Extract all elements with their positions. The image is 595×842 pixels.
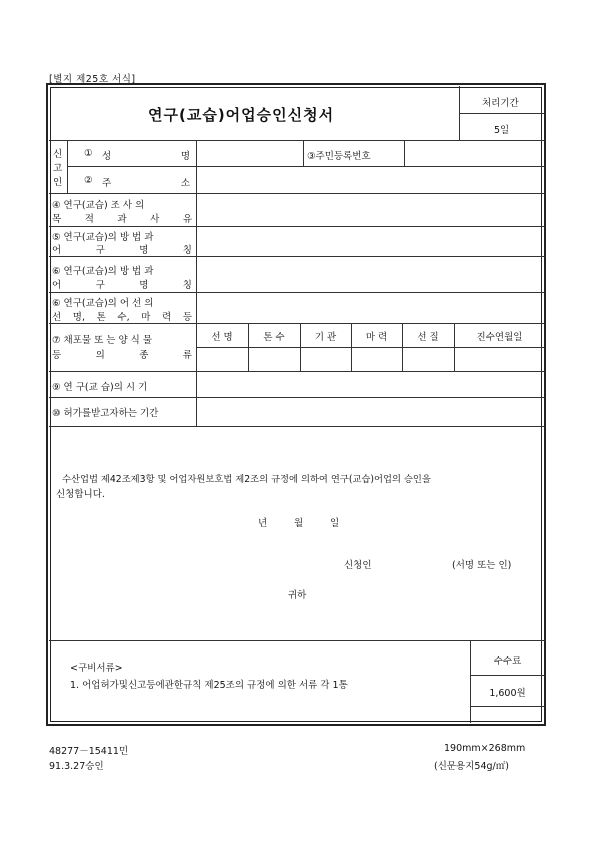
attachments-header: <구비서류> [70, 663, 123, 674]
col-hull-material: 선 질 [417, 332, 439, 343]
item7-label-line1: ⑦ 채포물 또 는 양 식 물 [52, 335, 153, 346]
item5-label-line1: ⑤ 연구(교습)의 방 법 과 [52, 232, 154, 243]
recipient-label: 귀하 [288, 590, 307, 601]
processing-period-label: 처리기간 [482, 98, 519, 109]
processing-period-value: 5일 [494, 125, 510, 136]
item4-label-line2: 목 적 과 사 유 [52, 214, 192, 225]
date-year: 년 [258, 518, 268, 529]
applicant-sign-label: 신청인 [344, 560, 372, 571]
resident-number-label: ③주민등록번호 [307, 151, 371, 162]
item4-label-line1: ④ 연구(교습) 조 사 의 [52, 200, 145, 211]
date-month: 월 [294, 518, 304, 529]
col-launch-date: 진수연월일 [476, 332, 523, 343]
applicant-section-char: 고 [53, 163, 63, 174]
item6b-label-line2: 선 명, 톤 수, 마 력 등 [52, 312, 192, 323]
paper-size: 190mm×268mm [444, 743, 526, 754]
approval-date: 91.3.27승인 [49, 761, 104, 772]
form-title: 연구(교습)어업승인신청서 [148, 106, 335, 124]
form-number-label: [별지 제25호 서식] [49, 74, 136, 85]
attachment-item-1: 1. 어업허가및신고등에관한규칙 제25조의 규정에 의한 서류 각 1통 [70, 680, 348, 691]
item10-label: ⑩ 허가를받고자하는 기간 [52, 408, 159, 419]
address-label-number: ② [84, 175, 93, 186]
applicant-section-char: 인 [53, 177, 63, 188]
item6a-label-line2: 어 구 명 칭 [52, 280, 192, 291]
applicant-section-char: 신 [53, 149, 63, 160]
name-label-number: ① [84, 148, 93, 159]
sign-or-seal-label: (서명 또는 인) [452, 560, 512, 571]
address-label: 주 소 [102, 178, 190, 189]
col-tonnage: 톤 수 [263, 332, 285, 343]
item9-label: ⑨ 연 구(교 습)의 시 기 [52, 382, 148, 393]
name-label: 성 명 [102, 151, 190, 162]
date-day: 일 [330, 518, 340, 529]
fee-value: 1,600원 [489, 688, 526, 699]
col-vessel-name: 선 명 [211, 332, 233, 343]
form-code: 48277－15411민 [49, 746, 129, 757]
item6a-label-line1: ⑥ 연구(교습)의 방 법 과 [52, 266, 154, 277]
statement-line2: 신청합니다. [56, 489, 105, 500]
fee-label: 수수료 [493, 656, 522, 667]
col-horsepower: 마 력 [365, 332, 388, 343]
paper-type: (신문용지54g/㎡) [434, 761, 509, 772]
statement-line1: 수산업법 제42조제3항 및 어업자원보호법 제2조의 규정에 의하여 연구(교습)어업의 승인을 [62, 474, 431, 485]
col-engine: 기 관 [314, 332, 337, 343]
item5-label-line2: 어 구 명 칭 [52, 245, 192, 256]
item7-label-line2: 등 의 종 류 [52, 350, 192, 361]
item6b-label-line1: ⑥ 연구(교습)의 어 선 의 [52, 298, 154, 309]
